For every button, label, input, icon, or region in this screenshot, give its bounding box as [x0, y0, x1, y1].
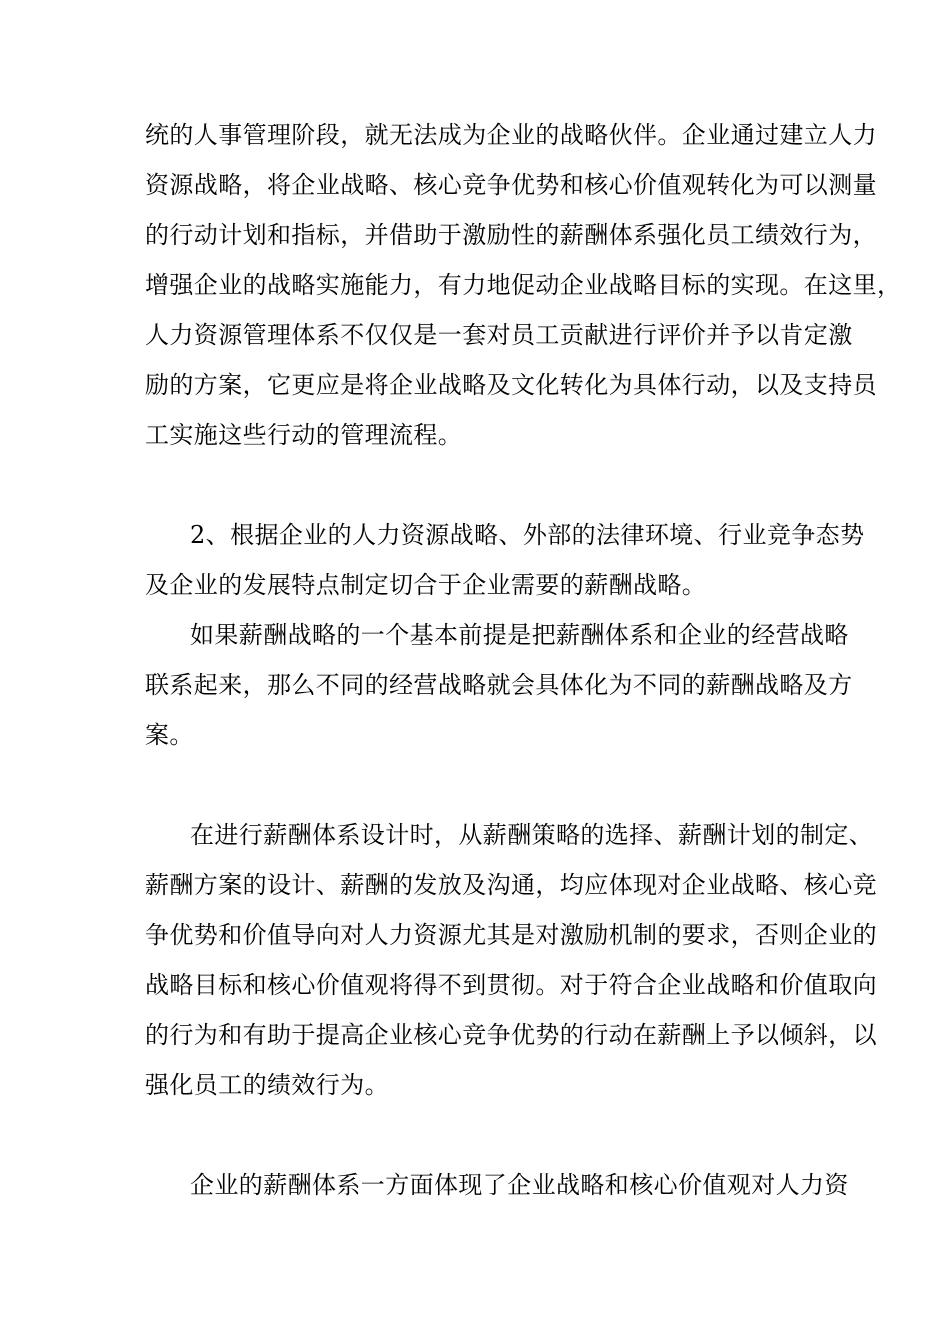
paragraph-3-line-3: 案。	[145, 721, 194, 749]
paragraph-1-line-7: 工实施这些行动的管理流程。	[145, 421, 463, 449]
paragraph-4-line-1: 在进行薪酬体系设计时，从薪酬策略的选择、薪酬计划的制定、	[190, 821, 874, 849]
paragraph-2-line-2: 及企业的发展特点制定切合于企业需要的薪酬战略。	[145, 571, 707, 599]
paragraph-3-line-1: 如果薪酬战略的一个基本前提是把薪酬体系和企业的经营战略	[190, 621, 849, 649]
paragraph-4-line-5: 的行为和有助于提高企业核心竞争优势的行动在薪酬上予以倾斜，以	[145, 1021, 877, 1049]
paragraph-1-line-6: 励的方案，它更应是将企业战略及文化转化为具体行动，以及支持员	[145, 371, 877, 399]
paragraph-1-line-5: 人力资源管理体系不仅仅是一套对员工贡献进行评价并予以肯定激	[145, 321, 853, 349]
paragraph-5-line-1: 企业的薪酬体系一方面体现了企业战略和核心价值观对人力资	[190, 1171, 849, 1199]
paragraph-3-line-2: 联系起来，那么不同的经营战略就会具体化为不同的薪酬战略及方	[145, 671, 853, 699]
paragraph-4-line-4: 战略目标和核心价值观将得不到贯彻。对于符合企业战略和价值取向	[145, 971, 877, 999]
paragraph-1-line-1: 统的人事管理阶段，就无法成为企业的战略伙伴。企业通过建立人力	[145, 121, 877, 149]
paragraph-4-line-2: 薪酬方案的设计、薪酬的发放及沟通，均应体现对企业战略、核心竞	[145, 871, 877, 899]
paragraph-4-line-6: 强化员工的绩效行为。	[145, 1071, 389, 1099]
paragraph-4-line-3: 争优势和价值导向对人力资源尤其是对激励机制的要求，否则企业的	[145, 921, 877, 949]
paragraph-1-line-3: 的行动计划和指标，并借助于激励性的薪酬体系强化员工绩效行为，	[145, 221, 877, 249]
paragraph-2-line-1: 2、根据企业的人力资源战略、外部的法律环境、行业竞争态势	[190, 521, 865, 549]
paragraph-1-line-4: 增强企业的战略实施能力，有力地促动企业战略目标的实现。在这里，	[145, 271, 902, 299]
paragraph-1-line-2: 资源战略，将企业战略、核心竞争优势和核心价值观转化为可以测量	[145, 171, 877, 199]
